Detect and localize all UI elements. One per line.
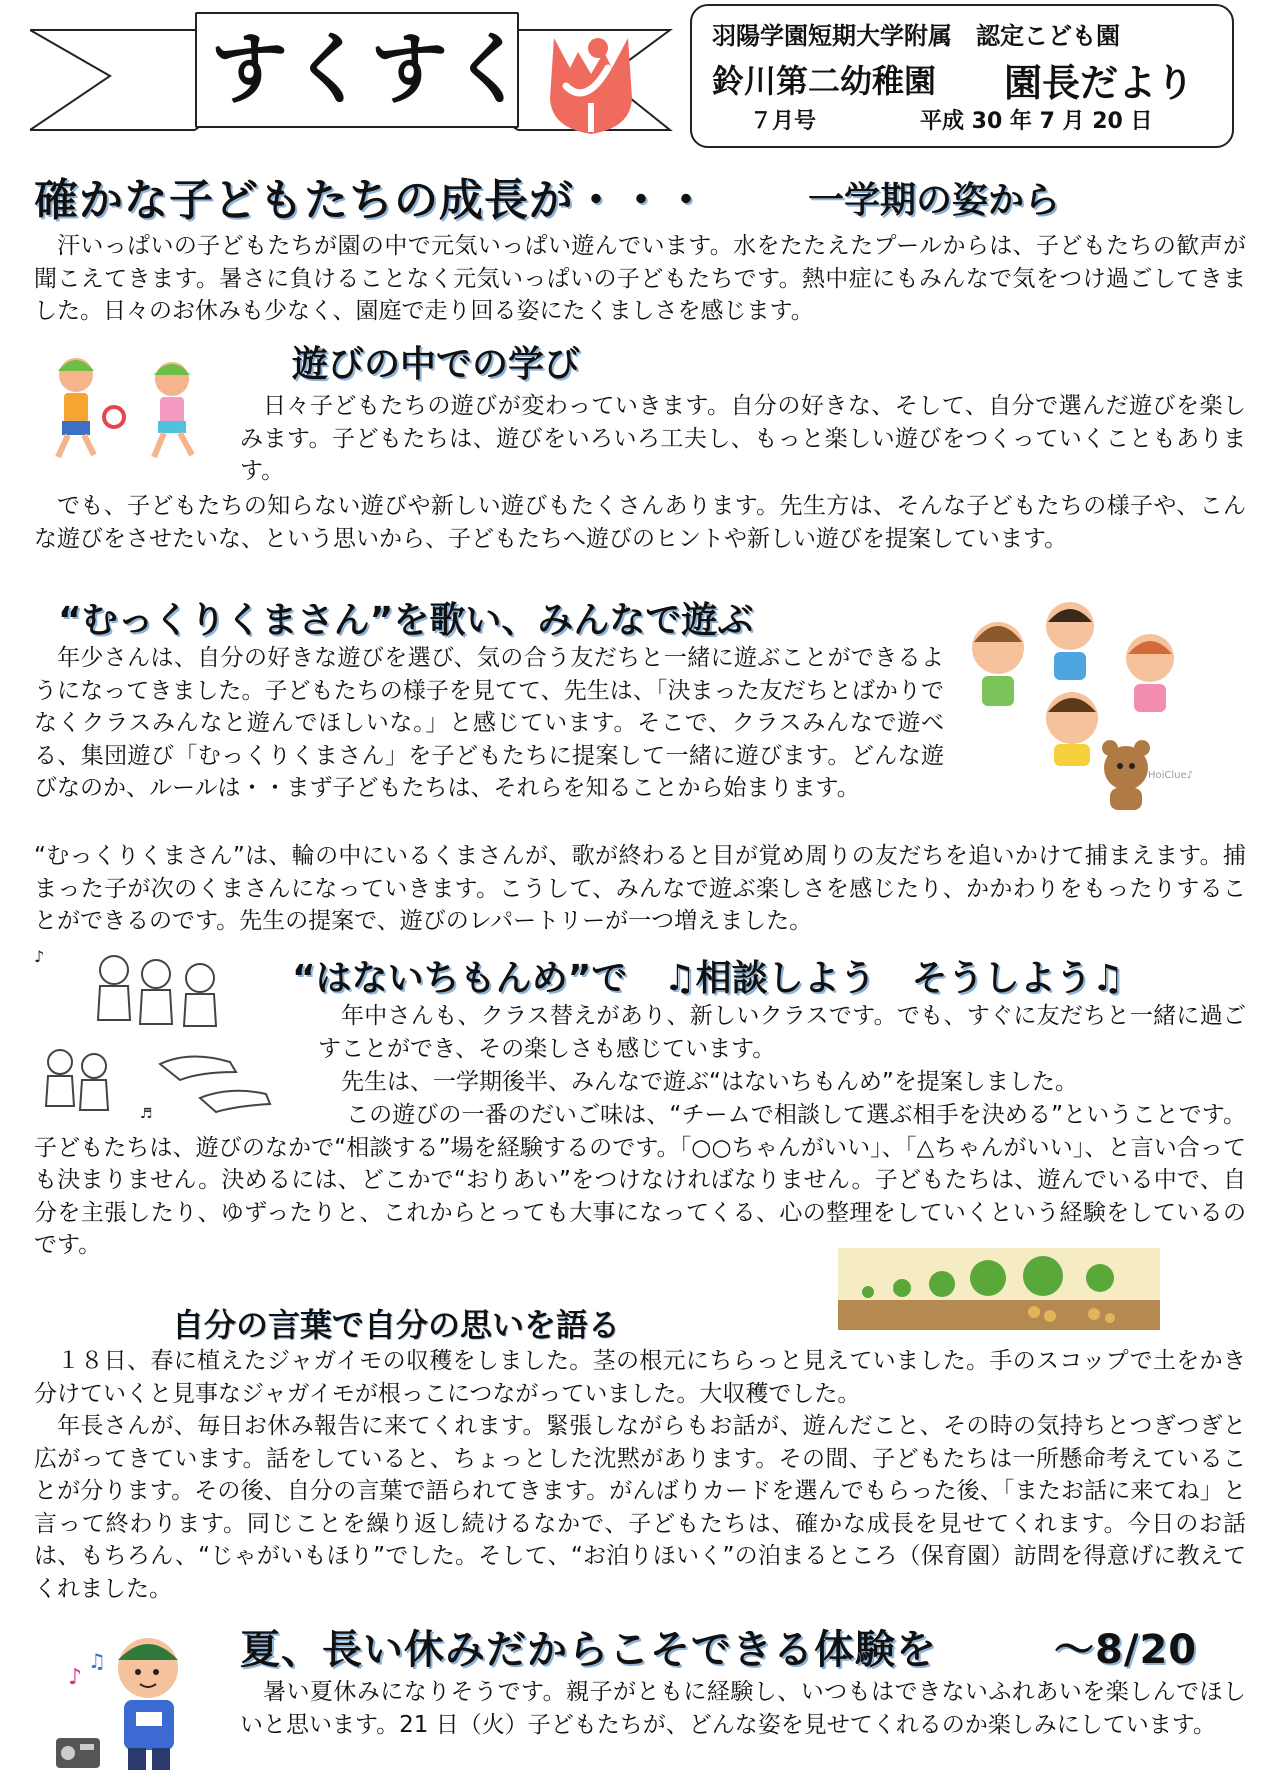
section2-body1: 日々子どもたちの遊びが変わっていきます。自分の好きな、そして、自分で選んだ遊びを楽しみます。子どもたちは、遊びをいろいろ工夫し、もっと楽しい遊びをつくっていくこともあります。 bbox=[240, 393, 1246, 484]
svg-text:♪: ♪ bbox=[68, 1665, 83, 1690]
section3-body2: “むっくりくまさん”は、輪の中にいるくまさんが、歌が終わると目が覚め周りの友だちを追いかけて捕まえます。捕まった子が次のくまさんになっていきます。こうして、みんなで遊ぶ楽しさを感じたり、かかわりをもったりすることができるのです。先生の提案で、遊びのレパートリーが一つ増えました。 bbox=[34, 843, 1246, 934]
svg-text:♪: ♪ bbox=[34, 947, 45, 966]
issue-date: 平成 30 年 7 月 20 日 bbox=[920, 109, 1153, 134]
banner-title: すくすく bbox=[210, 25, 531, 115]
section2-title: 遊びの中での学び bbox=[292, 344, 581, 385]
illustration-credit: HoiClue♪ bbox=[1148, 770, 1194, 781]
section4-title: “はないちもんめ”で ♫相談しよう そうしよう♫ bbox=[292, 958, 1124, 999]
section6-date-range: ～8/20 bbox=[1054, 1627, 1198, 1673]
section1-body: 汗いっぱいの子どもたちが園の中で元気いっぱい遊んでいます。水をたたえたプールからは、子どもたちの歓声が聞こえてきます。暑さに負けることなく元気いっぱいの子どもたちです。熱中症にもみんなで気をつけ過ごしてきました。日々のお休みも少なく、園庭で走り回る姿にたくましさを感じます。 bbox=[34, 233, 1246, 324]
kids-and-bear-illustration bbox=[960, 596, 1200, 816]
potato-harvest-illustration bbox=[838, 1248, 1160, 1330]
section5-body1: １８日、春に植えたジャガイモの収穫をしました。茎の根元にちらっと見えていました。手のスコップで土をかき分けていくと見事なジャガイモが根っこにつながっていました。大収穫でした。 bbox=[34, 1348, 1246, 1407]
section1-subtitle: 一学期の姿から bbox=[808, 180, 1061, 221]
section4-body1: 年中さんも、クラス替えがあり、新しいクラスです。でも、すぐに友だちと一緒に過ごすことができ、その楽しさも感じています。 bbox=[318, 1003, 1246, 1062]
section2-body2: でも、子どもたちの知らない遊びや新しい遊びもたくさんあります。先生方は、そんな子どもたちの様子や、こんな遊びをさせたいな、という思いから、子どもたちへ遊びのヒントや新しい遊びを提案しています。 bbox=[34, 493, 1246, 552]
section5-body2: 年長さんが、毎日お休み報告に来てくれます。緊張しながらもお話が、遊んだこと、その時の気持ちとつぎつぎと広がってきています。話をしていると、ちょっとした沈黙があります。その間、子どもたちは一所懸命考えていることが分ります。その後、自分の言葉で語られてきます。がんばりカードを選んでもらった後、「またお話に来てね」と言って終わります。同じことを繰り返し続けるなかで、子どもたちは、確かな成長を見せてくれます。今日のお話は、もちろん、“じゃがいもほり”でした。そして、“お泊りほいく”の泊まるところ（保育園）訪問を得意げに教えてくれました。 bbox=[34, 1413, 1246, 1602]
school-affiliation: 羽陽学園短期大学附属 認定こども園 bbox=[712, 22, 1120, 50]
svg-text:♫: ♫ bbox=[88, 1649, 106, 1673]
children-playing-illustration bbox=[32, 345, 222, 465]
section6-title: 夏、長い休みだからこそできる体験を bbox=[240, 1627, 937, 1673]
section1-title: 確かな子どもたちの成長が・・・ bbox=[34, 175, 709, 226]
section3-body1: 年少さんは、自分の好きな遊びを選び、気の合う友だちと一緒に遊ぶことができるようになってきました。子どもたちの様子を見てて、先生は、「決まった友だちとばかりでなくクラスみんなと遊んでほしいな。」と感じています。そこで、クラスみんなで遊べる、集団遊び「むっくりくまさん」を子どもたちに提案して一緒に遊びます。どんな遊びなのか、ルールは・・まず子どもたちは、それらを知ることから始まります。 bbox=[34, 645, 944, 801]
summer-boy-illustration bbox=[52, 1628, 222, 1773]
section3-title: “むっくりくまさん”を歌い、みんなで遊ぶ bbox=[58, 600, 754, 641]
section5-title: 自分の言葉で自分の思いを語る bbox=[172, 1306, 621, 1344]
section4-body3: この遊びの一番のだいご味は、“チームで相談して選ぶ相手を決める”ということです。子どもたちは、遊びのなかで“相談する”場を経験するのです。「○○ちゃんがいい」、「△ちゃんがいい」、と言い合っても決まりません。決めるには、どこかで“おりあい”をつけなければなりません。子どもたちは、遊んでいる中で、自分を主張したり、ゆずったりと、これからとっても大事になってくる、心の整理をしていくという経験をしているのです。 bbox=[34, 1102, 1246, 1258]
svg-text:♬: ♬ bbox=[140, 1106, 153, 1122]
school-name: 鈴川第二幼稚園 bbox=[712, 62, 937, 100]
section6-body: 暑い夏休みになりそうです。親子がともに経験し、いつもはできないふれあいを楽しんでほしいと思います。21 日（火）子どもたちが、どんな姿を見せてくれるのか楽しみにしています。 bbox=[240, 1679, 1246, 1738]
newsletter-title: 園長だより bbox=[1004, 61, 1195, 105]
issue-month: ７月号 bbox=[750, 109, 817, 134]
school-logo-icon bbox=[536, 28, 646, 140]
section4-body2: 先生は、一学期後半、みんなで遊ぶ“はないちもんめ”を提案しました。 bbox=[341, 1069, 1078, 1095]
